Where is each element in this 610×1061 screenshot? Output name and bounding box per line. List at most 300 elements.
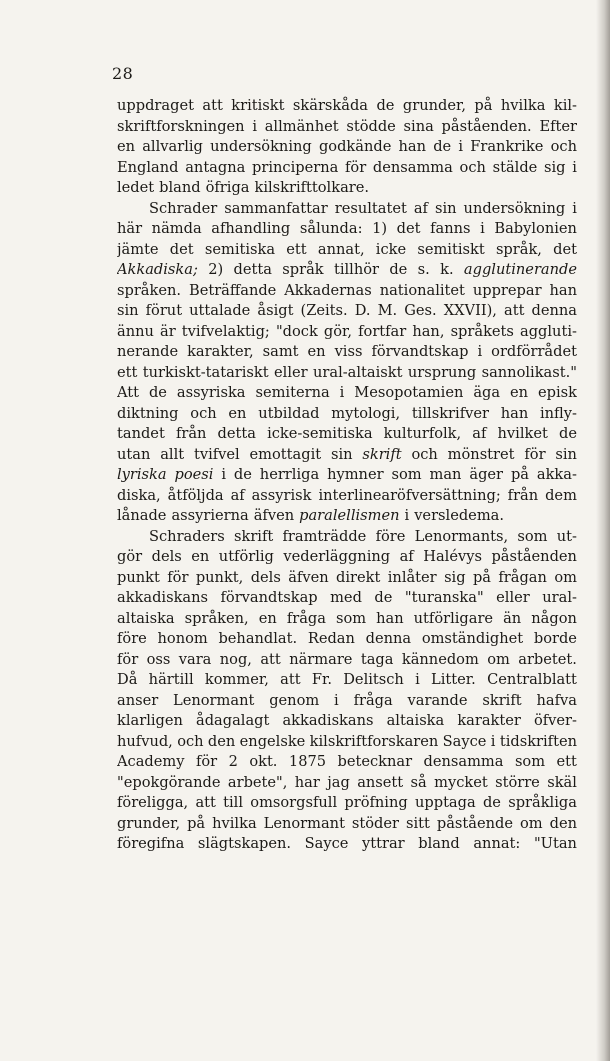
text-line — [117, 691, 577, 712]
text-line — [117, 96, 577, 117]
word: omsorgsfull — [250, 794, 338, 811]
word: stälde — [492, 158, 538, 176]
word: hafva — [536, 691, 577, 709]
word: kritiskt — [231, 97, 285, 114]
word: ordförrådet — [491, 343, 577, 360]
word: Lenormant — [173, 691, 255, 709]
text-line — [117, 650, 577, 671]
word: som — [514, 753, 546, 770]
word: i — [477, 343, 483, 360]
word: upptaga — [414, 794, 476, 811]
word: de — [389, 261, 408, 278]
word: Redan — [307, 630, 355, 647]
word: skriftforskningen — [117, 117, 245, 135]
word: viss — [334, 343, 363, 360]
word: för — [524, 445, 546, 463]
word: i — [221, 466, 226, 483]
text-line — [117, 219, 577, 240]
word: hufvud, — [117, 732, 173, 750]
word: till — [223, 794, 244, 811]
word: Då — [117, 671, 138, 688]
word: de — [376, 97, 395, 114]
word: nerande — [117, 343, 179, 360]
text-line — [117, 486, 577, 507]
word: han, — [412, 322, 445, 340]
word: han — [376, 609, 404, 627]
word: stöder — [351, 814, 400, 832]
word: i — [458, 138, 464, 155]
italic-word: paralellismen — [299, 507, 400, 524]
word: föreligga, — [117, 794, 189, 811]
word: Halévys — [423, 548, 482, 565]
word: kil- — [553, 97, 577, 114]
word: akkadiskans — [282, 712, 374, 729]
word: för — [345, 158, 367, 176]
word: förvandtskap — [371, 343, 469, 360]
word: England — [117, 158, 179, 176]
text-line — [117, 424, 577, 445]
text-line — [117, 240, 577, 261]
word: i — [415, 671, 420, 688]
word: karakter — [457, 712, 521, 729]
word: utan — [117, 445, 151, 463]
word: undersökning — [463, 199, 566, 217]
word: detta — [217, 425, 256, 442]
word: yttrar — [362, 835, 405, 852]
word: grunder, — [117, 814, 181, 832]
word: de — [433, 138, 452, 155]
word: utbildad — [258, 404, 320, 422]
word: arbete", — [227, 773, 288, 791]
word: samt — [262, 343, 299, 360]
text-line — [117, 342, 577, 363]
word: har — [294, 773, 320, 791]
word: dem — [545, 486, 577, 504]
word: är — [160, 322, 176, 340]
word: språkliga — [508, 794, 577, 811]
word: tillhör — [333, 261, 379, 278]
word: sin — [117, 302, 139, 319]
word: dels — [250, 568, 281, 586]
word: allmänhet — [264, 117, 339, 135]
word: påståenden — [491, 548, 577, 565]
word: föregifna — [117, 835, 185, 852]
word: de — [148, 384, 167, 401]
word: före — [375, 527, 406, 545]
word: på — [472, 568, 491, 586]
word: diska, — [117, 486, 161, 504]
word: den — [549, 814, 577, 832]
word: s. — [417, 261, 430, 278]
word: Lenormants, — [414, 527, 509, 545]
body-text — [117, 96, 577, 855]
text-line — [117, 322, 577, 343]
word: påståenden. — [441, 117, 532, 135]
word: tvifvel — [193, 445, 240, 463]
word: hvilka — [500, 97, 546, 114]
word: varande — [407, 691, 468, 709]
word: Centralblatt — [487, 671, 577, 688]
word: för — [167, 568, 189, 586]
word: borde — [533, 630, 577, 647]
word: grunder, — [402, 97, 466, 114]
word: jämte — [117, 240, 159, 258]
word: som — [335, 609, 367, 627]
word: tillskrifver — [411, 404, 489, 422]
word: M. — [377, 302, 398, 319]
word: om — [487, 650, 510, 668]
word: Academy — [117, 753, 185, 770]
word: en — [191, 548, 210, 565]
word: som — [517, 527, 548, 545]
text-line — [117, 383, 577, 404]
word: bland — [159, 179, 201, 196]
word: herrliga — [259, 466, 320, 483]
word: i — [339, 384, 345, 401]
word: någon — [531, 609, 577, 627]
word: nationalitet — [379, 281, 465, 299]
word: kilskrifttolkare. — [254, 179, 370, 196]
word: kulturfolk, — [383, 425, 462, 442]
text-line — [117, 793, 577, 814]
word: sin — [555, 445, 577, 463]
word: jag — [327, 773, 350, 791]
word: ådagalagt — [196, 712, 270, 729]
word: språk, — [495, 240, 542, 258]
word: assyrierna — [171, 507, 249, 524]
word: taga — [360, 650, 394, 668]
word: af — [413, 199, 428, 217]
word: icke-semitiska — [267, 425, 373, 442]
word: en — [307, 343, 326, 360]
word: diktning — [117, 404, 179, 422]
word: skärskåda — [292, 97, 369, 114]
word: Beträffande — [188, 281, 277, 299]
word: gör, — [323, 322, 353, 340]
word: Efter — [539, 117, 577, 135]
text-line — [117, 178, 577, 199]
text-line — [117, 363, 577, 384]
word: nog, — [219, 650, 252, 668]
word: för — [117, 650, 139, 668]
text-line — [117, 137, 577, 158]
word: fråga — [353, 691, 393, 709]
word: kilskriftforskaren — [309, 732, 439, 750]
word: sin — [434, 199, 457, 217]
word: om — [520, 814, 543, 832]
word: Schrader — [149, 199, 218, 217]
text-line — [117, 732, 577, 753]
word: af — [472, 425, 487, 442]
word: episk — [538, 384, 577, 401]
word: "epokgörande — [117, 773, 221, 791]
word: denna — [365, 630, 412, 647]
word: i — [480, 220, 485, 237]
word: dels — [151, 548, 182, 565]
word: han — [500, 404, 529, 422]
text-line — [117, 281, 577, 302]
word: från — [175, 425, 207, 442]
word: sannolikast." — [481, 363, 577, 381]
word: kommer, — [204, 671, 269, 688]
word: med — [330, 589, 362, 606]
word: språk — [282, 261, 324, 278]
word: i — [334, 691, 339, 709]
word: att — [195, 794, 216, 811]
text-line — [117, 629, 577, 650]
word: skäl — [547, 773, 577, 791]
word: k. — [440, 261, 454, 278]
word: interlinearöfversättning; — [318, 486, 501, 504]
word: eller — [274, 363, 308, 381]
word: 2) — [208, 261, 224, 278]
word: densamma — [423, 753, 504, 770]
word: Delitsch — [343, 671, 404, 688]
word: nämda — [151, 220, 202, 237]
word: aggluti- — [520, 322, 577, 340]
word: Babylonien — [494, 220, 577, 237]
word: större — [495, 773, 540, 791]
word: mönstret — [447, 445, 515, 463]
word: det — [396, 220, 421, 237]
word: och — [177, 732, 204, 750]
word: före — [117, 630, 147, 647]
word: att — [260, 650, 281, 668]
word: honom — [157, 630, 208, 647]
word: förut — [145, 302, 183, 319]
word: principerna — [252, 158, 339, 176]
word: härtill — [148, 671, 194, 688]
word: Schraders — [149, 527, 225, 545]
word: språken. — [117, 281, 182, 299]
word: den — [207, 732, 236, 750]
word: allvarlig — [142, 138, 203, 155]
text-line — [117, 404, 577, 425]
text-line — [117, 568, 577, 589]
word: ett — [556, 753, 577, 770]
word: semitiskt — [417, 240, 485, 258]
word: slägtskapen. — [197, 835, 292, 852]
word: en — [117, 138, 136, 155]
word: mytologi, — [331, 404, 401, 422]
word: genom — [269, 691, 320, 709]
word: Sayce — [442, 732, 487, 750]
word: gör — [117, 548, 143, 565]
word: Fr. — [311, 671, 332, 688]
italic-word: agglutinerande — [463, 261, 577, 278]
word: hvilka — [212, 814, 257, 832]
word: i — [490, 732, 496, 750]
word: att — [280, 671, 301, 688]
word: i — [572, 199, 577, 217]
word: ural-altaiskt — [313, 363, 403, 381]
word: mycket — [434, 773, 488, 791]
word: assyrisk — [251, 486, 312, 504]
word: "dock — [275, 322, 318, 340]
word: behandlat. — [218, 630, 298, 647]
word: Litter. — [431, 671, 476, 688]
word: 2 — [228, 753, 238, 770]
text-line — [117, 588, 577, 609]
word: och — [190, 404, 217, 422]
word: punkt, — [195, 568, 244, 586]
word: akka- — [536, 466, 577, 483]
text-line — [117, 465, 577, 486]
text-line — [117, 527, 577, 548]
word: i — [252, 117, 257, 135]
word: oss — [146, 650, 171, 668]
word: ut- — [556, 527, 577, 545]
word: direkt — [336, 568, 381, 586]
word: att — [202, 97, 223, 114]
word: anser — [117, 691, 159, 709]
word: på — [187, 814, 206, 832]
word: och — [550, 138, 577, 155]
word: annat: — [473, 835, 521, 852]
word: hvilket — [497, 425, 548, 442]
italic-word: poesi — [174, 466, 214, 483]
word: tvifvelaktig; — [181, 322, 270, 340]
word: fråga — [286, 609, 326, 627]
word: framträdde — [282, 527, 367, 545]
word: ansett — [357, 773, 404, 791]
text-line — [117, 158, 577, 179]
word: antagna — [185, 158, 246, 176]
word: stödde — [346, 117, 396, 135]
word: det — [169, 240, 194, 258]
word: Akkadernas — [284, 281, 372, 299]
word: på — [510, 466, 529, 483]
word: fortfar — [358, 322, 407, 340]
word: man — [429, 466, 462, 483]
word: infly- — [539, 404, 577, 422]
word: emottagit — [249, 445, 322, 463]
word: "turanska" — [404, 589, 484, 606]
word: äga — [473, 384, 501, 401]
word: de — [482, 794, 501, 811]
word: här — [117, 220, 143, 237]
word: tandet — [117, 425, 165, 442]
word: åsigt — [257, 302, 294, 319]
word: åtföljda — [167, 486, 224, 504]
word: klarligen — [117, 712, 183, 729]
word: undersökning — [210, 138, 312, 155]
word: denna — [531, 302, 577, 319]
word: Lenormant — [263, 814, 345, 832]
text-line — [117, 752, 577, 773]
word: resultatet — [334, 199, 407, 217]
text-line — [117, 609, 577, 630]
word: betecknar — [337, 753, 413, 770]
word: afhandling — [211, 220, 291, 237]
word: semiterna — [255, 384, 330, 401]
word: uppdraget — [117, 97, 194, 114]
word: från — [507, 486, 539, 504]
word: altaiska — [117, 609, 175, 627]
word: öfriga — [205, 179, 250, 196]
word: Ges. — [404, 302, 437, 319]
word: kännedom — [401, 650, 479, 668]
word: skrift — [482, 691, 522, 709]
word: uttalade — [189, 302, 251, 319]
word: än — [503, 609, 522, 627]
word: sig — [544, 158, 566, 176]
word: närmare — [289, 650, 353, 668]
word: på — [474, 97, 493, 114]
word: utförlig — [218, 548, 274, 565]
word: de — [233, 466, 252, 483]
word: en — [228, 404, 247, 422]
text-line — [117, 301, 577, 322]
word: upprepar — [472, 281, 542, 299]
word: af — [399, 548, 414, 565]
word: fanns — [430, 220, 471, 237]
text-line — [117, 814, 577, 835]
text-line — [117, 670, 577, 691]
word: icke — [375, 240, 407, 258]
word: assyriska — [176, 384, 246, 401]
word: utförligare — [413, 609, 494, 627]
word: språkets — [450, 322, 514, 340]
text-line — [117, 834, 577, 855]
word: sålunda: — [299, 220, 363, 237]
text-line — [117, 773, 577, 794]
word: ursprung — [407, 363, 477, 381]
word: det — [553, 240, 577, 258]
word: detta — [233, 261, 272, 278]
word: bland — [418, 835, 460, 852]
word: i — [572, 158, 577, 176]
word: turkiskt-tatariskt — [142, 363, 269, 381]
word: ännu — [117, 322, 154, 340]
word: (Zeits. — [300, 302, 348, 319]
word: vara — [178, 650, 212, 668]
word: så — [410, 773, 427, 791]
text-line — [117, 506, 577, 527]
word: ett — [286, 240, 307, 258]
word: arbetet. — [518, 650, 577, 668]
word: om — [554, 568, 577, 586]
italic-word: Akkadiska; — [117, 261, 198, 278]
word: en — [510, 384, 529, 401]
word: ett — [117, 363, 138, 381]
word: de — [374, 589, 393, 606]
word: en — [258, 609, 277, 627]
word: Mesopotamien — [354, 384, 464, 401]
word: för — [195, 753, 218, 770]
word: sina — [403, 117, 434, 135]
word: påstående — [436, 814, 514, 832]
text-line — [117, 199, 577, 220]
word: punkt — [117, 568, 160, 586]
word: okt. — [249, 753, 278, 770]
page-number: 28 — [112, 64, 134, 83]
word: hymner — [327, 466, 384, 483]
word: han — [549, 281, 577, 299]
text-line — [117, 260, 577, 281]
word: inlåter — [387, 568, 437, 586]
word: att — [504, 302, 525, 319]
word: Frankrike — [470, 138, 544, 155]
word: och — [459, 158, 486, 176]
word: omständighet — [421, 630, 524, 647]
word: förvandtskap — [220, 589, 318, 606]
word: äfven — [253, 507, 295, 524]
word: lånade — [117, 507, 167, 524]
word: och — [411, 445, 438, 463]
word: sin — [330, 445, 353, 463]
word: Sayce — [304, 835, 349, 852]
